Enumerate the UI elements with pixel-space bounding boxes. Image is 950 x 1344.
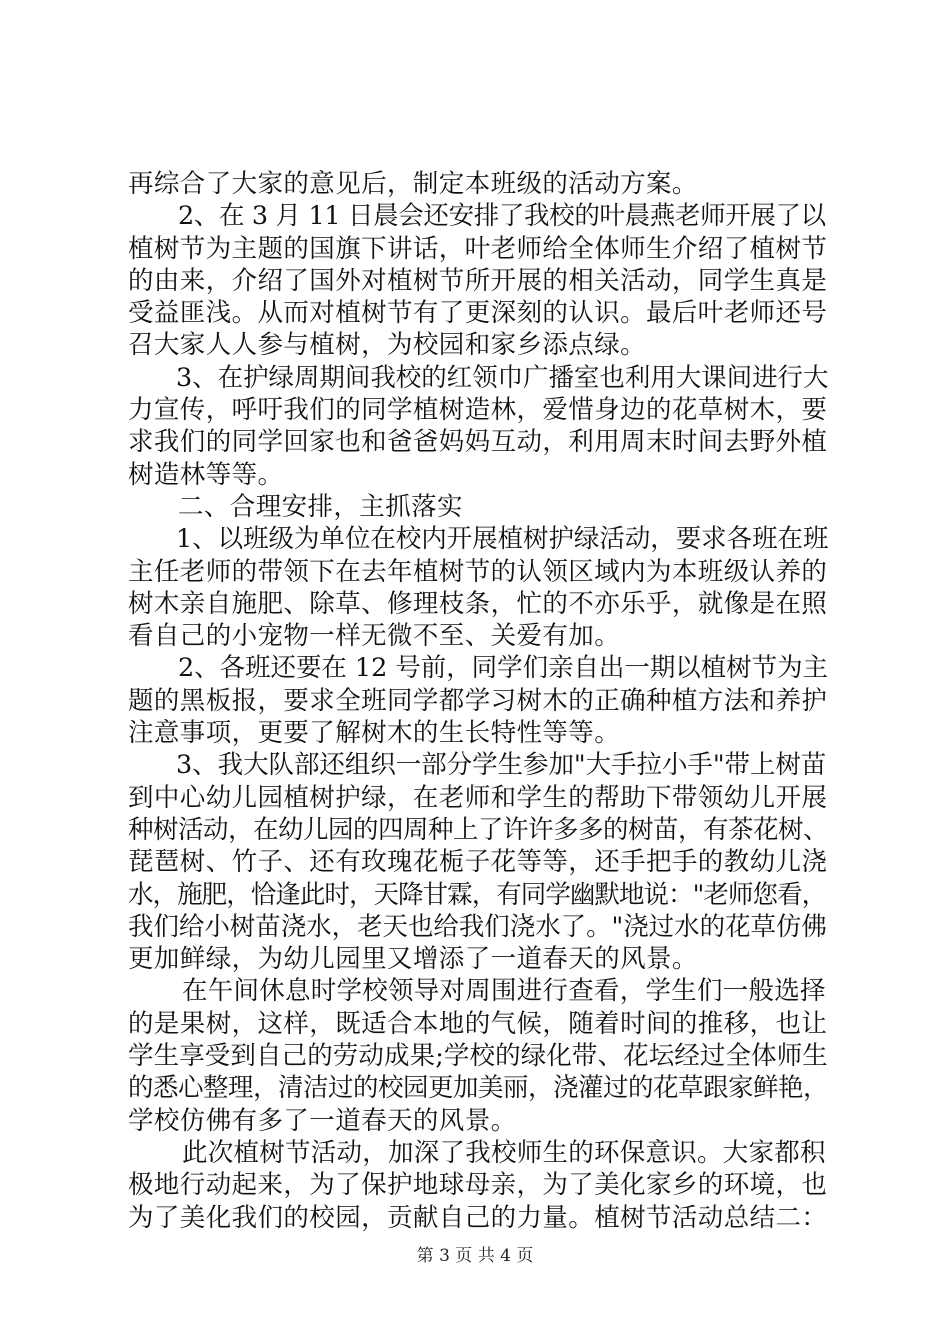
text-line: 再综合了大家的意见后，制定本班级的活动方案。 <box>128 169 698 199</box>
text-line: 在午间休息时学校领导对周围进行查看，学生们一般选择 <box>182 976 826 1007</box>
text-line: 求我们的同学回家也和爸爸妈妈互动，利用周末时间去野外植 <box>128 427 828 458</box>
text-line: 的悉心整理，清洁过的校园更加美丽，浇灌过的花草跟家鲜艳， <box>128 1073 829 1104</box>
text-line: 学校仿佛有多了一道春天的风景。 <box>128 1105 517 1136</box>
text-line: 到中心幼儿园植树护绿，在老师和学生的帮助下带领幼儿开展 <box>128 782 828 813</box>
text-line: 主任老师的带领下在去年植树节的认领区域内为本班级认养的 <box>128 556 828 587</box>
text-line: 为了美化我们的校园，贡献自己的力量。植树节活动总结二： <box>128 1202 828 1233</box>
text-line: 2、在 3 月 11 日晨会还安排了我校的叶晨燕老师开展了以 <box>178 201 826 232</box>
page-footer: 第 3 页 共 4 页 <box>416 1246 534 1266</box>
text-line: 种树活动，在幼儿园的四周种上了许许多多的树苗，有茶花树、 <box>128 814 829 845</box>
text-line: 3、在护绿周期间我校的红领巾广播室也利用大课间进行大 <box>176 362 829 393</box>
text-line: 此次植树节活动，加深了我校师生的环保意识。大家都积 <box>182 1137 826 1168</box>
text-line: 琵琶树、竹子、还有玫瑰花栀子花等等，还手把手的教幼儿浇 <box>128 847 828 878</box>
text-line: 力宣传，呼吁我们的同学植树造林，爱惜身边的花草树木，要 <box>128 395 828 426</box>
text-line: 更加鲜绿，为幼儿园里又增添了一道春天的风景。 <box>128 944 698 975</box>
text-line: 受益匪浅。从而对植树节有了更深刻的认识。最后叶老师还号 <box>128 298 828 329</box>
document-body <box>128 168 828 1234</box>
text-line: 3、我大队部还组织一部分学生参加"大手拉小手"带上树苗 <box>176 750 827 781</box>
text-line: 1、以班级为单位在校内开展植树护绿活动，要求各班在班 <box>176 524 829 555</box>
text-line: 植树节为主题的国旗下讲话，叶老师给全体师生介绍了植树节 <box>128 233 828 264</box>
text-line: 树造林等等。 <box>128 459 284 490</box>
text-line: 我们给小树苗浇水，老天也给我们浇水了。"浇过水的花草仿佛 <box>128 911 827 942</box>
text-line: 看自己的小宠物一样无微不至、关爱有加。 <box>128 621 621 652</box>
text-line: 树木亲自施肥、除草、修理枝条，忙的不亦乐乎，就像是在照 <box>128 588 828 619</box>
text-line: 注意事项，更要了解树木的生长特性等等。 <box>128 718 621 749</box>
text-line: 学生享受到自己的劳动成果;学校的绿化带、花坛经过全体师生 <box>128 1041 828 1072</box>
text-line: 召大家人人参与植树，为校园和家乡添点绿。 <box>128 330 647 361</box>
text-line: 题的黑板报，要求全班同学都学习树木的正确种植方法和养护 <box>128 685 828 716</box>
text-line: 极地行动起来，为了保护地球母亲，为了美化家乡的环境，也 <box>128 1170 828 1201</box>
text-line: 水，施肥，恰逢此时，天降甘霖，有同学幽默地说："老师您看， <box>128 879 827 910</box>
text-line: 的是果树，这样，既适合本地的气候，随着时间的推移，也让 <box>128 1008 828 1039</box>
text-line: 2、各班还要在 12 号前，同学们亲自出一期以植树节为主 <box>178 653 828 684</box>
text-line: 二、合理安排，主抓落实 <box>178 491 463 522</box>
text-line: 的由来，介绍了国外对植树节所开展的相关活动，同学生真是 <box>128 265 828 296</box>
